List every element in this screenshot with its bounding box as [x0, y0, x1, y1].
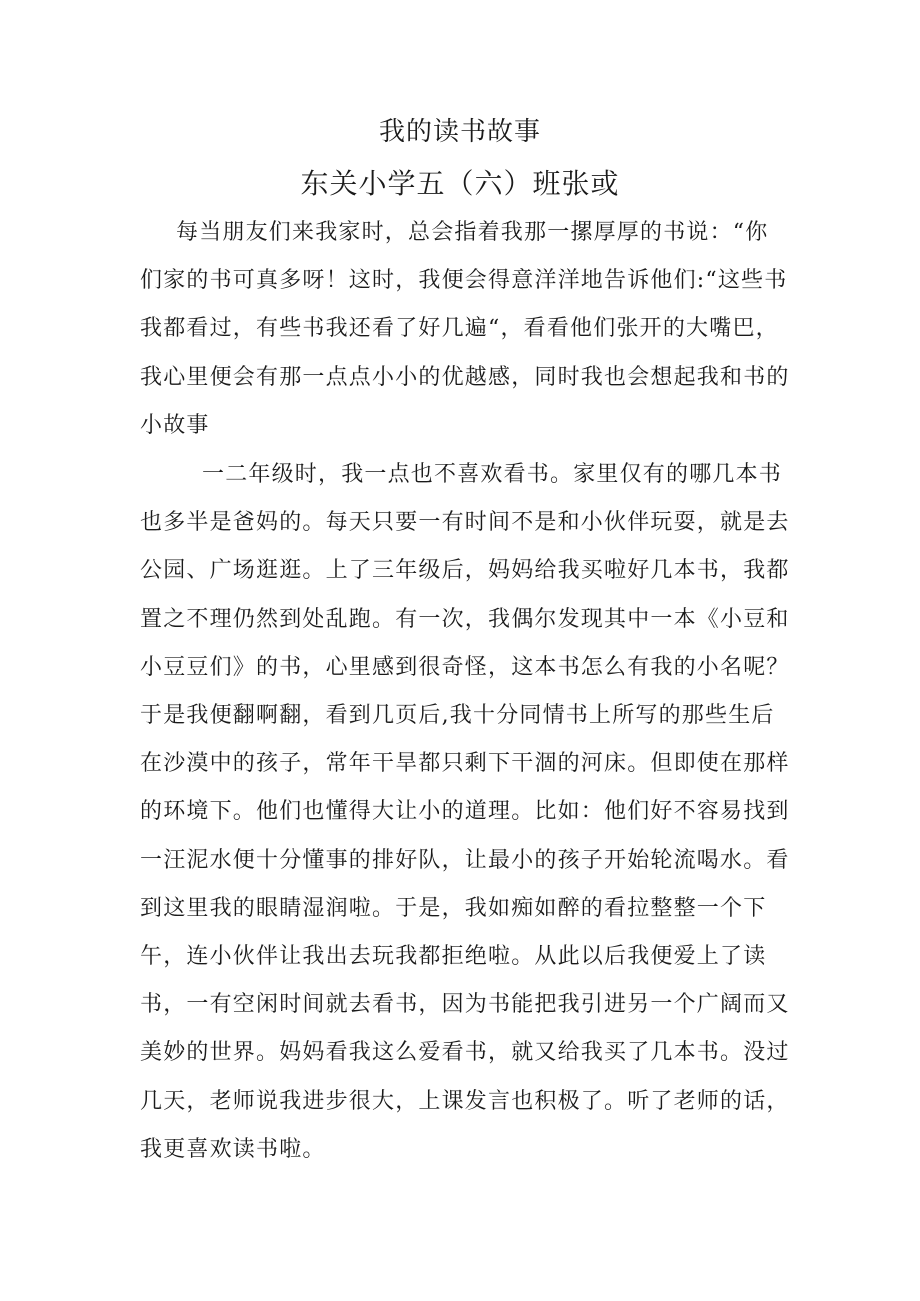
document-title: 我的读书故事: [378, 117, 541, 147]
paragraph-1: 每当朋友们来我家时，总会指着我那一摞厚厚的书说：“你们家的书可真多呀！这时，我便会得意洋洋地告诉他们:“这些书我都看过，有些书我还看了好几遍“，看看他们张开的大嘴巴，我心里便会有那一点点小小的优越感，同时我也会想起我和书的小故事: [140, 220, 790, 438]
paragraph-2: 一二年级时，我一点也不喜欢看书。家里仅有的哪几本书也多半是爸妈的。每天只要一有时间不是和小伙伴玩耍，就是去公园、广场逛逛。上了三年级后，妈妈给我买啦好几本书，我都置之不理仍然到处乱跑。有一次，我偶尔发现其中一本《小豆和小豆豆们》的书，心里感到很奇怪，这本书怎么有我的小名呢？于是我便翻啊翻，看到几页后,我十分同情书上所写的那些生后在沙漠中的孩子，常年干旱都只剩下干涸的河床。但即使在那样的环境下。他们也懂得大让小的道理。比如：他们好不容易找到一汪泥水便十分懂事的排好队，让最小的孩子开始轮流喝水。看到这里我的眼睛湿润啦。于是，我如痴如醉的看拉整整一个下午，连小伙伴让我出去玩我都拒绝啦。从此以后我便爱上了读书，一有空闲时间就去看书，因为书能把我引进另一个广阔而又美妙的世界。妈妈看我这么爱看书，就又给我买了几本书。没过几天，老师说我进步很大，上课发言也积极了。听了老师的话，我更喜欢读书啦。: [140, 462, 790, 1162]
author-line: 东关小学五（六）班张或: [300, 167, 620, 200]
